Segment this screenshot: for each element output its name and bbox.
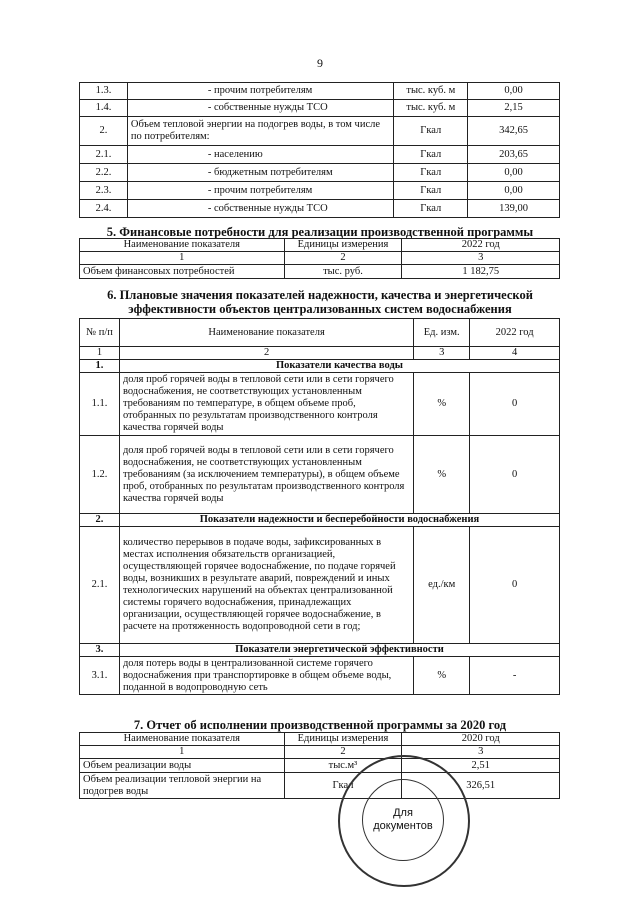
table-row [80,146,560,164]
row-num: 1.1. [80,373,120,436]
row-value: 0 [470,373,560,436]
table-row [80,164,560,182]
group-title: Показатели качества воды [119,360,559,373]
row-num: 2.1. [80,527,120,644]
row-value: 0 [470,527,560,644]
table-consumption [79,82,560,218]
header-cell: Наименование показателя [80,239,285,252]
row-unit: Гкал [284,773,402,799]
table-index-row [80,746,560,759]
row-name: Объем реализации тепловой энергии на подогрев воды [80,773,285,799]
header-cell: 2022 год [402,239,560,252]
row-unit: % [414,373,470,436]
row-unit: Гкал [394,117,468,146]
table-header-row [80,733,560,746]
table-indicators [79,318,560,695]
row-unit: Гкал [394,146,468,164]
table-row [80,657,560,695]
row-value: 1 182,75 [402,265,560,279]
row-num: 2. [80,117,128,146]
index-cell: 2 [284,746,402,759]
header-cell: Наименование показателя [119,319,413,347]
row-name: количество перерывов в подаче воды, зафиксированных в местах исполнения обязательств организацией, осуществляющей горячее водоснабжение, по подаче горячей воды, возникших в результате аварий, повреждений и иных технологических нарушений на объектах централизованной системы горячего водоснабжения, принадлежащих организации, осуществляющей горячее водоснабжение, в расчете на протяженность водопроводной сети в год; [119,527,413,644]
official-stamp [338,755,470,887]
row-num: 2.2. [80,164,128,182]
table-row [80,182,560,200]
stamp-inner-circle [362,779,444,861]
row-name: - населению [127,146,394,164]
stamp-center-text: Для документов [373,807,433,832]
table-row [80,117,560,146]
row-unit: тыс. куб. м [394,100,468,117]
row-name: - прочим потребителям [127,182,394,200]
table-row [80,759,560,773]
row-unit: тыс. куб. м [394,83,468,100]
table-financial-needs [79,238,560,279]
row-num: 2.3. [80,182,128,200]
row-unit: % [414,657,470,695]
row-value: 0,00 [468,164,560,182]
table-row [80,100,560,117]
row-num: 2.1. [80,146,128,164]
header-cell: Единицы измерения [284,733,402,746]
header-cell: Ед. изм. [414,319,470,347]
table-report-2020 [79,732,560,799]
group-title: Показатели надежности и бесперебойности водоснабжения [119,514,559,527]
table-row [80,265,560,279]
section6-title [0,288,640,316]
header-cell: Наименование показателя [80,733,285,746]
section7-title: 7. Отчет об исполнении производственной программы за 2020 год [133,718,507,732]
row-value: 203,65 [468,146,560,164]
table-index-row [80,252,560,265]
table-header-row [80,239,560,252]
row-value: 2,51 [402,759,560,773]
group-title: Показатели энергетической эффективности [119,644,559,657]
index-cell: 3 [402,746,560,759]
row-value: 0,00 [468,182,560,200]
row-value: 342,65 [468,117,560,146]
header-cell: № п/п [80,319,120,347]
section6-title-line1: 6. Плановые значения показателей надежности, качества и энергетической [107,288,533,302]
group-header-row [80,514,560,527]
row-num: 1.3. [80,83,128,100]
index-cell: 3 [402,252,560,265]
table-row [80,200,560,218]
page-number: 9 [317,56,323,70]
index-cell: 1 [80,746,285,759]
row-name: Объем тепловой энергии на подогрев воды, в том числе по потребителям: [127,117,394,146]
table-row [80,436,560,514]
row-value: 0 [470,436,560,514]
row-unit: Гкал [394,164,468,182]
row-value: 326,51 [402,773,560,799]
row-name: - бюджетным потребителям [127,164,394,182]
section6-title-line2: эффективности объектов централизованных систем водоснабжения [128,302,512,316]
row-name: Объем реализации воды [80,759,285,773]
header-cell: 2022 год [470,319,560,347]
row-name: - прочим потребителям [127,83,394,100]
index-cell: 1 [80,252,285,265]
row-value: 0,00 [468,83,560,100]
index-cell: 2 [284,252,402,265]
row-name: доля потерь воды в централизованной системе горячего водоснабжения при транспортировке в общем объеме воды, поданной в водопроводную сеть [119,657,413,695]
group-num: 1. [80,360,120,373]
row-unit: тыс. руб. [284,265,402,279]
row-unit: Гкал [394,182,468,200]
section5-title: 5. Финансовые потребности для реализации производственной программы [106,225,534,239]
row-unit: % [414,436,470,514]
row-num: 2.4. [80,200,128,218]
table-row [80,373,560,436]
row-value: 2,15 [468,100,560,117]
row-name: - собственные нужды ТСО [127,200,394,218]
row-name: доля проб горячей воды в тепловой сети или в сети горячего водоснабжения, не соответствующих установленным требованиям по температуре, в общем объеме проб, отобранных по результатам производственного контроля качества горячей воды [119,373,413,436]
table-row [80,83,560,100]
row-unit: Гкал [394,200,468,218]
index-cell: 1 [80,347,120,360]
table-row [80,527,560,644]
row-unit: тыс.м³ [284,759,402,773]
group-header-row [80,644,560,657]
row-num: 3.1. [80,657,120,695]
header-cell: 2020 год [402,733,560,746]
table-index-row [80,347,560,360]
group-num: 3. [80,644,120,657]
row-value: - [470,657,560,695]
group-header-row [80,360,560,373]
index-cell: 3 [414,347,470,360]
row-num: 1.4. [80,100,128,117]
group-num: 2. [80,514,120,527]
row-unit: ед./км [414,527,470,644]
row-value: 139,00 [468,200,560,218]
table-row [80,773,560,799]
row-num: 1.2. [80,436,120,514]
table-header-row [80,319,560,347]
index-cell: 2 [119,347,413,360]
row-name: доля проб горячей воды в тепловой сети или в сети горячего водоснабжения, не соответствующих установленным требованиям (за исключением температуры), в общем объеме проб, отобранных по результатам производственного контроля качества горячей воды [119,436,413,514]
row-name: Объем финансовых потребностей [80,265,285,279]
header-cell: Единицы измерения [284,239,402,252]
row-name: - собственные нужды ТСО [127,100,394,117]
index-cell: 4 [470,347,560,360]
